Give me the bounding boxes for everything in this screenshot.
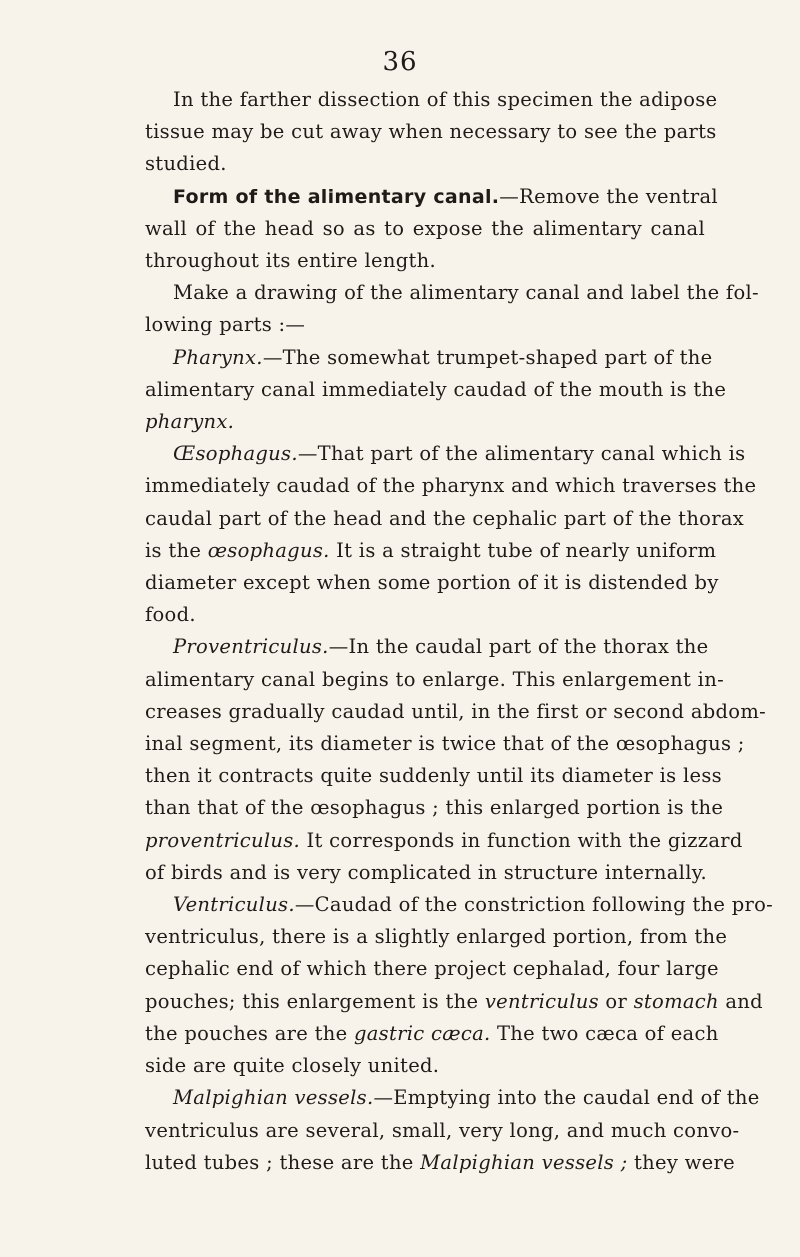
proventriculus-line-2: alimentary canal begins to enlarge. This enlargement in-	[145, 667, 724, 691]
proventriculus-line-1	[145, 631, 709, 663]
term-proventriculus: Proventriculus.	[173, 635, 329, 659]
oesophagus-line-6: food.	[145, 603, 196, 627]
ventriculus-line-3: cephalic end of which there project cephalad, four large	[145, 957, 719, 981]
ventriculus-line-1	[145, 889, 774, 921]
ventriculus-line-5-pre: the pouches are the	[145, 1021, 354, 1045]
form-line-2: wall of the head so as to expose the alimentary canal	[145, 216, 705, 240]
term-malpighian-vessels: Malpighian vessels.	[173, 1086, 374, 1110]
term-stomach: stomach	[633, 989, 719, 1013]
pharynx-line-2: alimentary canal immediately caudad of the mouth is the	[145, 377, 727, 401]
term-ventriculus-defined: ventriculus	[484, 989, 599, 1013]
oesophagus-line-1-text: —That part of the alimentary canal which is	[297, 442, 746, 466]
oesophagus-line-4	[145, 535, 717, 567]
term-pharynx-defined: pharynx.	[145, 410, 235, 434]
form-line-3: throughout its entire length.	[145, 249, 437, 273]
malpighian-line-2: ventriculus are several, small, very long, and much convo-	[145, 1118, 740, 1142]
body-text	[145, 84, 774, 1179]
ventriculus-line-4-mid: or	[598, 989, 634, 1013]
proventriculus-line-1-text: —In the caudal part of the thorax the	[328, 635, 709, 659]
proventriculus-line-6: than that of the œsophagus ; this enlarged portion is the	[145, 796, 724, 820]
ventriculus-line-2: ventriculus, there is a slightly enlarged portion, from the	[145, 925, 728, 949]
ventriculus-line-4-post: and	[718, 989, 763, 1013]
ventriculus-line-5	[145, 1018, 719, 1050]
section-heading-form: Form of the alimentary canal.	[173, 185, 500, 208]
intro-line-3: studied.	[145, 152, 227, 176]
intro-line-1: In the farther dissection of this specimen the adipose	[173, 88, 718, 111]
proventriculus-line-5: then it contracts quite suddenly until its diameter is less	[145, 764, 722, 788]
form-line-1-text: —Remove the ventral	[499, 184, 718, 208]
term-oesophagus: Œsophagus.	[173, 442, 298, 466]
page-number: 36	[382, 47, 418, 77]
term-ventriculus: Ventriculus.	[173, 893, 295, 917]
ventriculus-line-5-post: The two cæca of each	[490, 1021, 719, 1045]
oesophagus-line-1	[145, 438, 746, 470]
oesophagus-line-5: diameter except when some portion of it is distended by	[145, 571, 719, 595]
malpighian-line-1	[145, 1082, 760, 1114]
drawing-line-2: lowing parts :—	[145, 313, 306, 337]
proventriculus-line-8: of birds and is very complicated in structure internally.	[145, 860, 707, 884]
malpighian-line-3-pre: luted tubes ; these are the	[145, 1150, 421, 1174]
term-malpighian-vessels-defined: Malpighian vessels ;	[420, 1150, 628, 1174]
intro-line-2: tissue may be cut away when necessary to see the parts	[145, 120, 717, 144]
malpighian-line-3-post: they were	[627, 1150, 735, 1174]
proventriculus-line-4: inal segment, its diameter is twice that of the œsophagus ;	[145, 732, 745, 756]
term-oesophagus-defined: œsophagus.	[207, 538, 330, 562]
term-gastric-caeca: gastric cæca.	[353, 1021, 491, 1045]
pharynx-line-1-text: —The somewhat trumpet-shaped part of the	[262, 345, 713, 369]
oesophagus-line-3: caudal part of the head and the cephalic part of the thorax	[145, 506, 745, 530]
proventriculus-line-7-post: It corresponds in function with the gizzard	[300, 828, 743, 852]
pharynx-line-3	[145, 406, 705, 438]
malpighian-line-3	[145, 1147, 735, 1179]
oesophagus-line-4-pre: is the	[145, 538, 208, 562]
form-line-1	[145, 181, 718, 213]
drawing-line-1: Make a drawing of the alimentary canal and label the fol-	[173, 281, 759, 305]
ventriculus-line-4-pre: pouches; this enlargement is the	[145, 989, 485, 1013]
proventriculus-line-7	[145, 825, 743, 857]
malpighian-line-1-text: —Emptying into the caudal end of the	[373, 1086, 760, 1110]
ventriculus-line-4	[145, 986, 763, 1018]
pharynx-line-1	[145, 342, 713, 374]
term-proventriculus-defined: proventriculus.	[145, 828, 301, 852]
ventriculus-line-6: side are quite closely united.	[145, 1054, 440, 1078]
proventriculus-line-3: creases gradually caudad until, in the first or second abdom-	[145, 699, 767, 723]
term-pharynx: Pharynx.	[173, 345, 263, 369]
oesophagus-line-4-post: It is a straight tube of nearly uniform	[329, 538, 717, 562]
ventriculus-line-1-text: —Caudad of the constriction following the pro-	[294, 893, 774, 917]
oesophagus-line-2: immediately caudad of the pharynx and which traverses the	[145, 474, 757, 498]
